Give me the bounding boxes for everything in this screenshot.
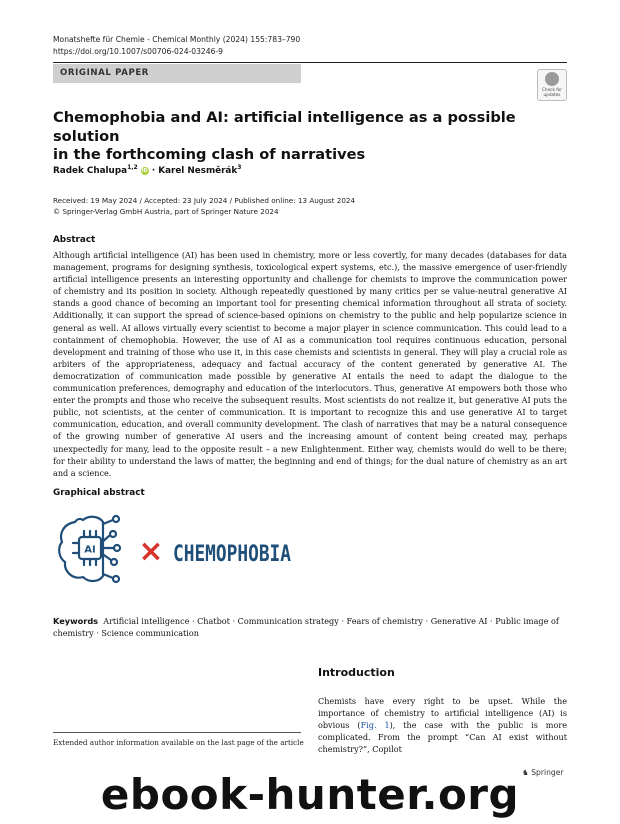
intro-text-part-2: ), the case with the public is more complicated. From the prompt “Can AI exist without chemistry?”, Copilot	[318, 720, 567, 755]
cross-symbol: ×	[138, 534, 164, 569]
bookmark-icon	[545, 72, 559, 86]
doi-link[interactable]: https://doi.org/10.1007/s00706-024-03246-9	[53, 47, 223, 56]
author-1-affiliation: 1,2	[127, 164, 138, 171]
author-list	[53, 164, 241, 176]
article-title	[53, 109, 523, 165]
author-2[interactable]: Karel Nesměrák	[158, 165, 238, 176]
article-type-label: ORIGINAL PAPER	[60, 68, 150, 78]
publisher-name: Springer	[531, 768, 564, 777]
check-updates-text: Check for updates	[542, 87, 562, 97]
orcid-icon[interactable]: iD	[141, 167, 148, 174]
introduction-heading: Introduction	[318, 666, 395, 679]
chemophobia-word: CHEMOPHOBIA	[173, 542, 291, 567]
author-1[interactable]: Radek Chalupa	[53, 165, 128, 176]
graphical-abstract	[53, 510, 303, 590]
graphical-abstract-heading: Graphical abstract	[53, 488, 145, 498]
title-line-1: Chemophobia and AI: artificial intelligence as a possible solution	[53, 109, 516, 145]
abstract-heading: Abstract	[53, 235, 96, 245]
author-2-affiliation: 3	[237, 164, 242, 171]
check-for-updates-badge[interactable]	[537, 69, 567, 101]
journal-citation	[53, 34, 300, 58]
ai-label: AI	[84, 544, 96, 556]
title-line-2: in the forthcoming clash of narratives	[53, 146, 366, 163]
abstract-text: Although artificial intelligence (AI) has been used in chemistry, more or less covertly, for many decades (databases for data management, programs for designing synthesis, toxicological expert systems, etc.), the massive emergence of user-friendly artificial intelligence presents an interesting opportunity and challenge for chemists to improve the communication power of chemistry and its position in society. Although repeatedly questioned by many critics per se value-neutral generative AI stands a good chance of becoming an important tool for presenting chemical information throughout all strata of society. Additionally, it can support the spread of science-based opinions on chemistry to the public and help popularize science in general as well. AI allows virtually every scientist to become a major player in science communication. This could lead to a containment of chemophobia. However, the use of AI as a communication tool requires continuous education, personal development and training of those who use it, in this case chemists and scientists in general. They will play a crucial role as arbiters of the appropriateness, adequacy and factual accuracy of the content generated by generative AI. The democratization of communication made possible by generative AI entails the need to adapt the dialogue to the communication preferences, demography and education of the interlocutors. Thus, generative AI empowers both those who enter the prompts and those who receive the subsequent results. Most scientists do not realize it, but generative AI puts the public, not scientists, at the center of communication. It is important to recognize this and use generative AI to target communication, education, and overall community development. The clash of narratives that may be a natural consequence of the growing number of generative AI users and the increasing amount of content being created may, perhaps unexpectedly for many, lead to the opposite result – a new Enlightenment. Either way, chemists would do well to be there; for their ability to understand the laws of matter, the beginning and end of things; for the dual nature of chemistry as an art and a science.	[53, 250, 567, 478]
keywords-list: Artificial intelligence · Chatbot · Communication strategy · Fears of chemistry · Generative AI · Public image of chemistry · Science communication	[53, 616, 559, 638]
publication-dates	[53, 196, 355, 217]
footnote: Extended author information available on the last page of the article	[53, 738, 304, 747]
journal-line: Monatshefte für Chemie - Chemical Monthly (2024) 155:783–790	[53, 35, 301, 44]
dates-line: Received: 19 May 2024 / Accepted: 23 July 2024 / Published online: 13 August 2024	[53, 196, 356, 205]
header-rule	[53, 62, 567, 63]
intro-text-part-1: Chemists have every right to be upset. While the importance of chemistry to artificial intelligence (AI) is obvious (	[318, 696, 567, 731]
keywords-label: Keywords	[53, 616, 99, 626]
footnote-rule	[53, 732, 301, 733]
horse-icon: ♞	[522, 768, 529, 777]
introduction-text	[318, 695, 567, 755]
watermark: ebook-hunter.org	[100, 770, 520, 819]
keywords-block	[53, 615, 567, 639]
graphical-abstract-figure	[53, 510, 303, 590]
figure-1-link[interactable]: Fig. 1	[360, 720, 390, 731]
copyright-line: © Springer-Verlag GmbH Austria, part of Springer Nature 2024	[53, 206, 279, 216]
author-separator: ·	[148, 165, 159, 176]
